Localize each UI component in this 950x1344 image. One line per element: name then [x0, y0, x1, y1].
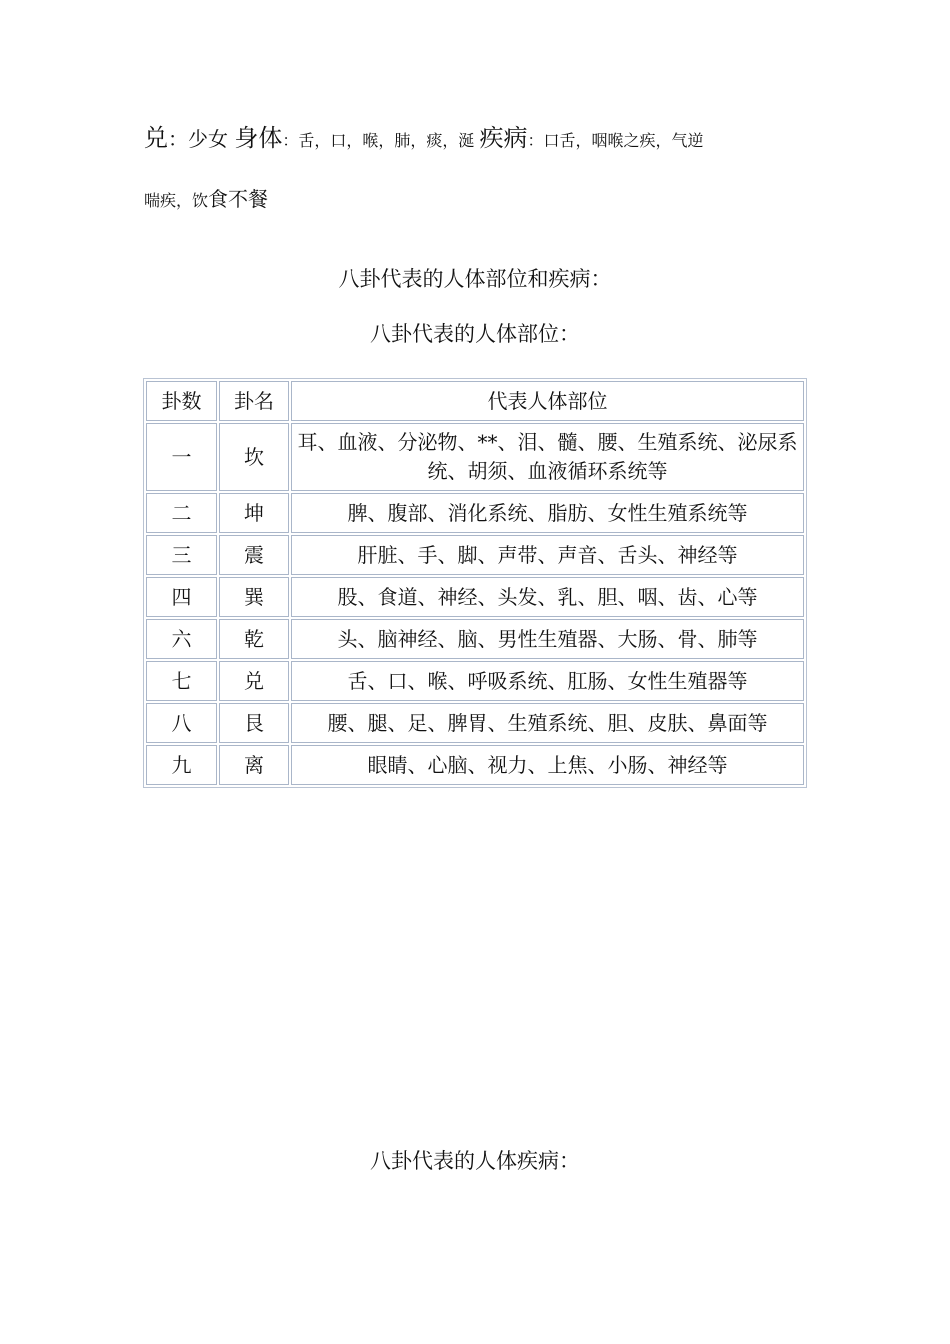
- intro-segment: 身体: [234, 124, 283, 152]
- intro-segment: ：少女: [168, 127, 235, 151]
- cell-name: 震: [219, 535, 289, 575]
- body-parts-table: [143, 378, 807, 788]
- section-heading-diseases: 八卦代表的人体疾病：: [370, 1149, 580, 1173]
- table-row: [146, 619, 804, 659]
- cell-name: 艮: [219, 703, 289, 743]
- cell-parts: 头、脑神经、脑、男性生殖器、大肠、骨、肺等: [291, 619, 804, 659]
- intro-segment: ：舌，口，喉，肺，痰，涎: [282, 131, 480, 150]
- header-name: 卦名: [219, 381, 289, 421]
- cell-name: 乾: [219, 619, 289, 659]
- cell-parts: 股、食道、神经、头发、乳、胆、咽、齿、心等: [291, 577, 804, 617]
- cell-number: 二: [146, 493, 217, 533]
- cell-number: 四: [146, 577, 217, 617]
- intro-paragraph-line-2: [144, 183, 804, 219]
- cell-name: 巽: [219, 577, 289, 617]
- body-parts-table-container: [143, 378, 807, 788]
- cell-number: 九: [146, 745, 217, 785]
- intro-segment: 兑: [144, 124, 168, 152]
- cell-number: 三: [146, 535, 217, 575]
- table-header-row: [146, 381, 804, 421]
- table-row: [146, 703, 804, 743]
- cell-parts: 耳、血液、分泌物、**、泪、髓、腰、生殖系统、泌尿系统、胡须、血液循环系统等: [291, 423, 804, 491]
- cell-parts: 腰、腿、足、脾胃、生殖系统、胆、皮肤、鼻面等: [291, 703, 804, 743]
- table-row: [146, 661, 804, 701]
- intro-segment: 喘疾，饮: [144, 191, 209, 210]
- cell-parts: 脾、腹部、消化系统、脂肪、女性生殖系统等: [291, 493, 804, 533]
- section-heading-parts: 八卦代表的人体部位：: [370, 322, 580, 346]
- cell-name: 坤: [219, 493, 289, 533]
- table-row: [146, 577, 804, 617]
- cell-name: 离: [219, 745, 289, 785]
- table-row: [146, 493, 804, 533]
- cell-name: 坎: [219, 423, 289, 491]
- header-number: 卦数: [146, 381, 217, 421]
- cell-parts: 肝脏、手、脚、声带、声音、舌头、神经等: [291, 535, 804, 575]
- table-row: [146, 535, 804, 575]
- cell-name: 兑: [219, 661, 289, 701]
- intro-paragraph-line-1: [144, 118, 804, 158]
- table-row: [146, 745, 804, 785]
- section-heading-main: 八卦代表的人体部位和疾病：: [338, 267, 612, 291]
- cell-number: 七: [146, 661, 217, 701]
- cell-parts: 眼睛、心脑、视力、上焦、小肠、神经等: [291, 745, 804, 785]
- table-row: [146, 423, 804, 491]
- cell-number: 八: [146, 703, 217, 743]
- cell-parts: 舌、口、喉、呼吸系统、肛肠、女性生殖器等: [291, 661, 804, 701]
- header-parts: 代表人体部位: [291, 381, 804, 421]
- intro-segment: 疾病: [479, 124, 528, 152]
- intro-segment: 食不餐: [208, 187, 269, 211]
- cell-number: 一: [146, 423, 217, 491]
- cell-number: 六: [146, 619, 217, 659]
- intro-segment: ：口舌，咽喉之疾，气逆: [527, 131, 704, 150]
